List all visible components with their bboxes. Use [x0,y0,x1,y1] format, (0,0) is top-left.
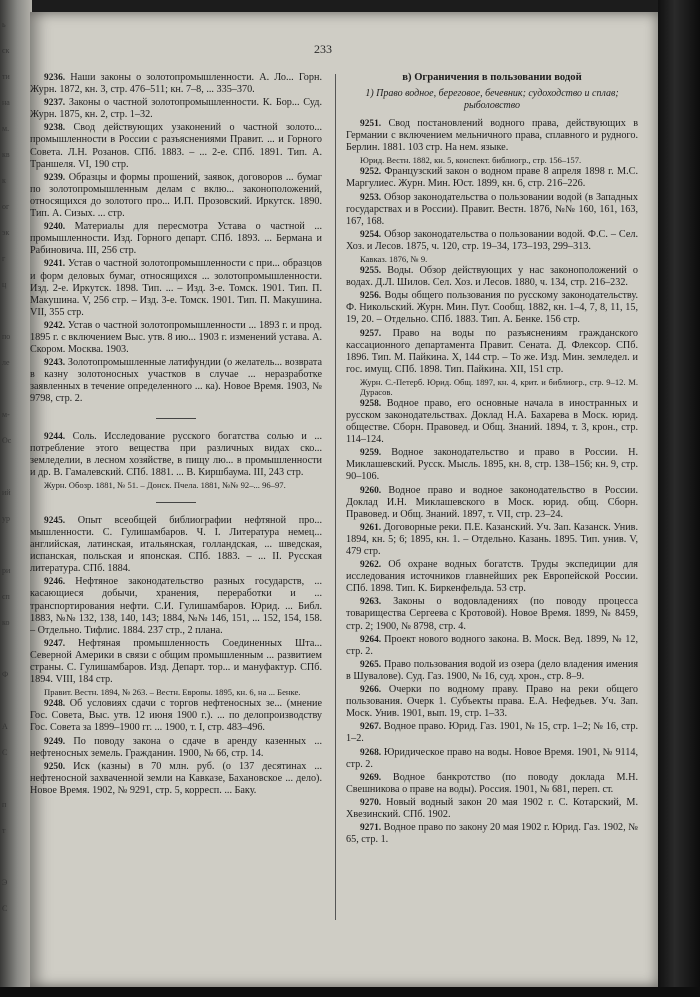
bibliography-entry [30,698,322,734]
review-note: Журн. Обозр. 1881, № 51. – Донск. Пчела. 1881, №№ 92–... 96–97. [44,479,286,490]
section-title: в) Ограничения в пользовании водой [402,72,582,83]
entry-text: Нефтяное законодательство разных государств, ... касающиеся добычи, хранения, переработки и ... транспортирования нефти. С.И. Гулишамбаров. Юрид. ... Библ. 1883, №№ 132, 138, 140, 143; 1884, №№ 146, 151, ... 152, 154, 158. – Отдельно. Тифлис. 1884. 237 стр., 2 плана. [30,576,322,636]
entry-number: 9253. [360,192,382,203]
entry-number: 9242. [44,320,66,331]
entry-number: 9264. [360,634,382,645]
edge-fragment: Ос [2,436,12,445]
right-entries [346,118,638,846]
bibliography-entry [30,221,322,257]
subsection-title: 1) Право водное, береговое, бечевник; судоходство и сплав; рыболовство [365,88,619,112]
entry-number: 9239. [44,172,66,183]
entry-text: Опыт всеобщей библиографии нефтяной про... мышленности. С. Гулишамбаров. Ч. I. Литература немец... английская, латинская, итальянская, голландская, ... шведская, испанская, польская и японская. СПб. 1883. – ... II. Русская литература. СПб. 1884. [30,514,322,575]
bibliography-entry [346,265,638,289]
edge-fragment [2,306,30,332]
bibliography-entry [346,634,638,658]
bibliography-entry [346,659,638,683]
entry-number: 9271. [360,823,382,834]
entry-number: 9258. [360,398,382,409]
entry-number: 9269. [360,772,382,783]
edge-fragment [2,696,30,722]
entry-text: Новый водный закон 20 мая 1902 г. С. Котарский, М. Хвезинский. СПб. 1902. [346,796,638,820]
entry-text: Устав о частной золотопромышленности ... 1893 г. и прод. 1895 г. с включением Выс. утв. 8 ию... 1903 г. изменений устава. А. Скором. Москва. 1903. [30,319,322,356]
edge-fragment: ри [2,566,11,575]
edge-fragment: ле [2,358,10,367]
entry-number: 9265. [360,659,382,670]
bibliography-entry [346,721,638,745]
bibliography-entry [30,72,322,96]
edge-fragment: ко [2,618,10,627]
entry-number: 9245. [44,515,66,526]
bibliography-entry [30,172,322,220]
column-divider [335,74,336,920]
edge-fragment [2,462,30,488]
bibliography-entry [346,772,638,796]
entry-text: Законы о водовладениях (по поводу процесса товарищества Сергеева с Кротовой). Новое Время. 1899, № 8459, стр. 2; 1900, № 8798, стр. 4. [346,596,638,632]
entry-number: 9241. [44,259,66,270]
entry-number: 9267. [360,722,382,733]
edge-fragment: ь [2,20,6,29]
edge-fragment: ур [2,514,10,523]
entry-number: 9249. [44,736,66,747]
section-separator [156,502,196,503]
edge-fragment [2,774,30,800]
bibliography-entry [346,747,638,771]
edge-fragment: А [2,722,8,731]
entry-text: Иск (казны) в 70 млн. руб. (о 137 десятинах ... нефтеносной захваченной земли на Кавказе, Бахановское ... дело). Новое Время. 1902, № 9291, стр. 5, корресп. ... Баку. [30,760,322,796]
edge-fragment: на [2,98,10,107]
entry-number: 9236. [44,73,66,83]
bibliography-entry [30,122,322,170]
book-page [30,12,658,987]
bibliography-entry [30,515,322,575]
review-note: Кавказ. 1876, № 9. [360,254,428,265]
entry-number: 9259. [360,448,382,459]
left-page-edge [0,0,32,997]
bibliography-entry [346,166,638,190]
edge-fragment: ог [2,202,10,211]
bibliography-entry [30,736,322,760]
edge-fragment: п [2,800,7,809]
edge-fragment: к [2,176,6,185]
entry-number: 9266. [360,685,382,696]
edge-fragment [2,644,30,670]
entry-text: Об охране водных богатств. Труды экспедиции для исследования источников главнейших рек Европейской России. СПб. 1898. Тип. К. Биркенфельда. 53 стр. [346,559,638,595]
review-note: Журн. С.-Петерб. Юрид. Общ. 1897, кн. 4, крит. и библиогр., стр. 9–12. М. Дурасов. [360,376,638,397]
edge-fragment: эк [2,228,10,237]
right-column [346,72,638,972]
bibliography-entry [30,638,322,686]
entry-text: Материалы для пересмотра Устава о частной ... промышленности. Изд. Горного департ. СПб. 1893. ... Бермана и Рабиновича. III, 256 стр. [30,221,322,257]
entry-number: 9254. [360,229,382,240]
bibliography-entry [346,447,638,483]
entry-text: Водное право и водное законодательство в России. Доклад И.Н. Миклашевского в Моск. юрид. общ. Сборн. Правовед. и Общ. Знаний. 1897, т. VII, стр. 23–24. [346,484,638,520]
entry-text: Обзор законодательства о пользовании водой (в Западных государствах и в России). Правит. Вестн. 1876, №№ 160, 161, 163, 167, 168. [346,191,638,227]
bibliography-entry [30,97,322,121]
edge-fragment: сп [2,592,10,601]
bibliography-entry [346,118,638,154]
review-note: Правит. Вестн. 1894, № 263. – Вестн. Европы. 1895, кн. 6, на ... Бенке. [44,687,301,698]
entry-text: Наши законы о золотопромышленности. А. Ло... Горн. Журн. 1872, кн. 3, стр. 476–511; кн. 7–8, ... 335–370. [30,72,322,96]
bibliography-entry [346,485,638,521]
entry-text: Обзор законодательства о пользовании водой. Ф.С. – Сел. Хоз. и Лесов. 1875, ч. 120, стр. 19–34, 173–193, 299–313. [346,228,638,252]
entry-number: 9262. [360,560,382,571]
bibliography-entry [346,822,638,846]
entry-text: Очерки по водному праву. Право на реки общего пользования. Очерк 1. Субъекты права. Е.А. Нефедьев. Уч. Зап. Моск. Унив. 1901, вып. 19, стр. 1–33. [346,684,638,720]
bibliography-entry [346,684,638,720]
entry-number: 9246. [44,577,66,588]
bibliography-entry [346,797,638,821]
entry-number: 9248. [44,699,66,710]
edge-fragment [2,384,30,410]
entry-text: По поводу закона о сдаче в аренду казенных ... нефтеносных земель. Гражданин. 1900, № 66, стр. 14. [30,735,322,759]
entry-number: 9237. [44,98,66,109]
entry-text: Проект нового водного закона. В. Моск. Вед. 1899, № 12, стр. 2. [346,633,638,657]
edge-fragment: т [2,826,6,835]
bibliography-entry [346,192,638,228]
edge-fragment: ий [2,488,11,497]
entry-number: 9255. [360,266,382,277]
edge-fragment: м. [2,124,10,133]
edge-fragment: С [2,748,8,757]
edge-fragment [2,852,30,878]
edge-fragment: по [2,332,11,341]
bibliography-entry [30,357,322,405]
section-separator [156,418,196,419]
edge-fragment: г [2,254,6,263]
entry-text: Соль. Исследование русского богатства солью и ... потребление этого вещества при различных видах ско... земледелии, в лесном хозяйстве, в пищу лю... в промышленности и др. В. Гамалевский. СПб. 1881. ... В. Киршбаума. III, 243 стр. [30,430,322,478]
edge-fragment: ск [2,46,10,55]
entry-text: Право на воды по разъяснениям гражданского кассационного департамента Правит. Сената. Д. Флексор. СПб. 1896. Тип. М. Пайкина. Х, 144 стр. – То же. Изд. Мин. земледел. и гос. имущ. СПб. 1898. Тип. Пайкина. XII, 151 стр. [346,327,638,375]
entry-text: Устав о частной золотопромышленности с при... образцов и форм деловых бумаг, относящихся ... золотопромышленности. Изд. 2-е. Иркутск. 1898. Тип. ... – Изд. 3-е. Томск. 1901. Тип. П. Макушина. V, 256 стр. – Изд. 3-е. Томск. 1901. Тип. П. Макушина. VII, 355 стр. [30,258,322,318]
edge-fragment: Ф [2,670,9,679]
bibliography-entry [346,328,638,376]
entry-text: Водное право, его основные начала в иностранных и русском законодательствах. Доклад Н.А. Бахарева в Моск. юрид. обществе. Сборн. Правовед. и Общ. Знаний. 1894, т. 3, крон., стр. 114–124. [346,397,638,446]
review-note: Юрид. Вестн. 1882, кн. 5, конспект. библиогр., стр. 156–157. [360,155,582,166]
edge-fragment: Э [2,878,8,887]
entry-text: Право пользования водой из озера (дело владения имения в Шувалове). Суд. Газ. 1900, № 16, суд. хрон., стр. 8–9. [346,658,638,682]
left-edge-text [2,20,30,930]
entry-number: 9268. [360,747,382,758]
edge-fragment: ц [2,280,7,289]
entry-text: Водное право по закону 20 мая 1902 г. Юрид. Газ. 1902, № 65, стр. 1. [346,822,638,846]
entry-text: Договорные реки. П.Е. Казанский. Уч. Зап. Казанск. Унив. 1894, кн. 5; 6; 1895, кн. 1. – Отдельно. Казань. 1895. Тип. унив. V, 479 стр. [346,521,638,557]
entry-number: 9240. [44,222,66,233]
entry-text: Французский закон о водном праве 8 апреля 1898 г. М.С. Маргулиес. Журн. Мин. Юст. 1899, кн. 6, стр. 216–226. [346,166,638,190]
entry-number: 9247. [44,638,66,649]
edge-fragment: ти [2,72,10,81]
entry-number: 9250. [44,761,66,772]
entry-text: Водное право. Юрид. Газ. 1901, № 15, стр. 1–2; № 16, стр. 1–2. [346,721,638,745]
entry-number: 9251. [360,119,382,130]
entry-text: Золотопромышленные латифундии (о желатель... возврата в казну золотоносных участков в случае ... неразработке заявленных в течение определенного ... ка). Новое Время. 1903, № 9798, стр. 2. [30,357,322,405]
entry-text: Воды общего пользования по русскому законодательству. Ф. Никольский. Журн. Мин. Пут. Сообщ. 1882, кн. 1–4, 7, 8, 11, 15, 19, 20. – Отдельно. СПб. 1883. Тип. А. Бенке. 156 стр. [346,290,638,326]
entry-number: 9260. [360,485,382,496]
entry-number: 9263. [360,597,382,608]
bibliography-entry [346,290,638,326]
entry-number: 9244. [44,431,66,442]
bibliography-entry [346,398,638,446]
entry-number: 9257. [360,328,382,339]
edge-fragment: м- [2,410,10,419]
entry-text: Водное банкротство (по поводу доклада М.Н. Свешникова о праве на воды). Россия. 1901, № 681, переп. ст. [346,771,638,795]
entry-text: Свод постановлений водного права, действующих в Германии с включением мельничного права, сплавного и рудного. Берлин. 1881. 103 стр. На нем. языке. [346,118,638,154]
entry-text: Об условиях сдачи с торгов нефтеносных зе... (мнение Гос. Совета, Выс. утв. 12 июня 1900 г.). ... по делопроизводству Гос. Совета за 1899–1900 гг. ... 1900, т. I, стр. 483–496. [30,698,322,734]
bibliography-entry [30,576,322,636]
edge-fragment [2,540,30,566]
entry-number: 9270. [360,797,382,808]
left-column [30,72,322,972]
entry-number: 9238. [44,123,66,134]
entry-number: 9256. [360,291,382,302]
entry-text: Законы о частной золотопромышленности. К. Бор... Суд. Журн. 1875, кн. 2, стр. 1–32. [30,97,322,121]
bibliography-entry [30,431,322,479]
bibliography-entry [346,522,638,558]
entry-text: Свод действующих узаконений о частной золото... промышленности в России с разъяснениями Правит. ... и Горного Совета. Л.Н. Розанов. СПб. 1883. – ... 2-е. СПб. 1891. Тип. А. Траншеля. VI, 190 стр. [30,122,322,170]
entry-number: 9243. [44,358,66,369]
bibliography-entry [346,596,638,632]
bibliography-entry [30,761,322,797]
entry-text: Образцы и формы прошений, заявок, договоров ... бумаг по золотопромышленным делам с вклю... законоположений, относящихся до золотого про... И.П. Прозовский. Иркутск. 1890. Тип. А. Сизых. ... стр. [30,171,322,220]
book-spine [658,0,700,997]
bibliography-entry [30,320,322,356]
edge-fragment: кв [2,150,10,159]
entry-text: Нефтяная промышленность Соединенных Шта... Северной Америки в связи с общим промышленным ... развитием страны. С. Гулишамбаров. Изд. Департ. тор... и мануфактур. СПб. 1894. VIII, 184 стр. [30,637,322,686]
entry-text: Юридическое право на воды. Новое Время. 1901, № 9114, стр. 2. [346,746,638,770]
page-number: 233 [314,42,332,56]
bibliography-entry [346,229,638,253]
entry-text: Воды. Обзор действующих у нас законоположений о водах. Д.Л. Шилов. Сел. Хоз. и Лесов. 1880, ч. 134, стр. 216–232. [346,265,638,289]
entry-number: 9252. [360,167,382,178]
bottom-edge [0,987,700,997]
entry-text: Водное законодательство и право в России. Н. Миклашевский. Русск. Мысль. 1895, кн. 8, стр. 138–156; кн. 9, стр. 90–106. [346,447,638,483]
bibliography-entry [346,559,638,595]
bibliography-entry [30,258,322,318]
entry-number: 9261. [360,522,382,533]
edge-fragment: С [2,904,8,913]
